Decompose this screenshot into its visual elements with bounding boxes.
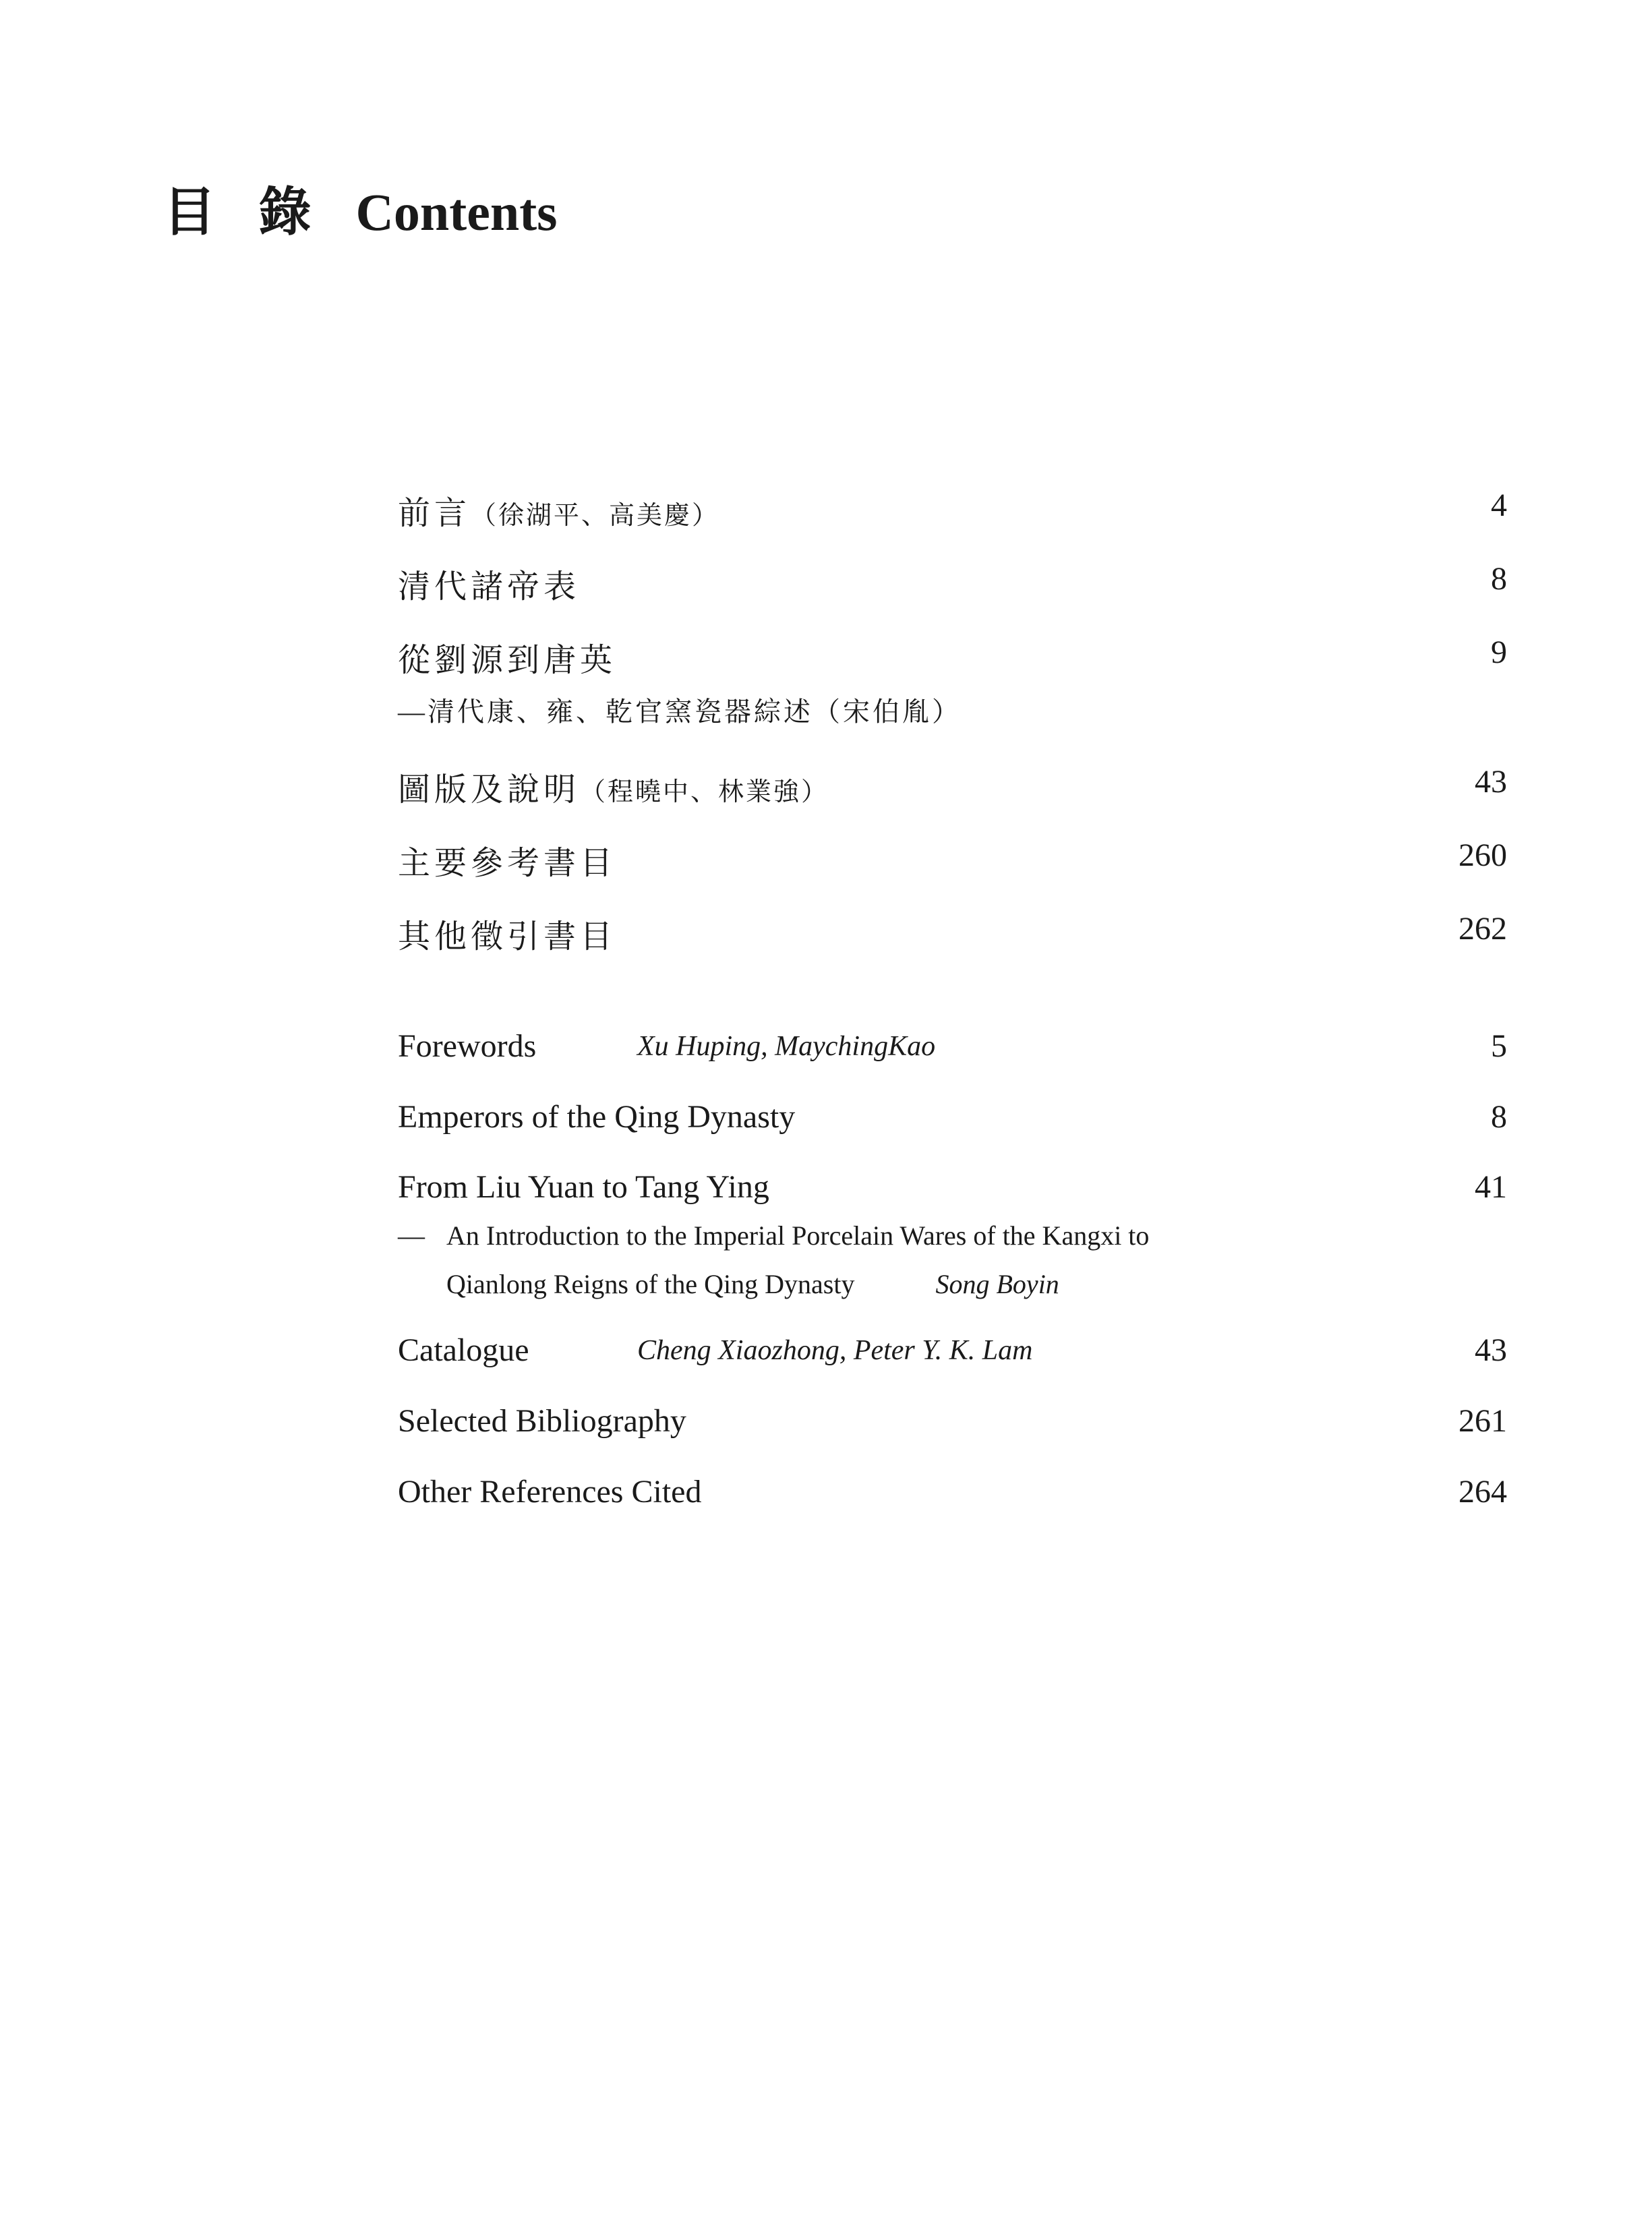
page-heading [163,183,558,241]
toc-entry [398,837,1507,881]
entry-title: 從劉源到唐英 [398,643,617,678]
entry-author: Cheng Xiaozhong, Peter Y. K. Lam [637,1335,1033,1366]
toc-entry [398,763,1507,808]
subtitle-line-2: Qianlong Reigns of the Qing Dynasty [446,1269,855,1299]
entry-subtitle [398,1220,1149,1251]
toc-entry [398,487,1507,531]
entry-page-number: 261 [1458,1403,1507,1439]
entry-subtitle-continued [446,1268,1059,1300]
entry-title: Catalogue [398,1332,529,1368]
entry-author: （徐湖平、高美慶） [471,502,720,530]
subtitle-dash: — [398,1220,425,1251]
toc-entry [398,560,1507,605]
entry-title: Emperors of the Qing Dynasty [398,1099,796,1135]
entry-page-number: 5 [1491,1028,1507,1064]
entry-title: Forewords [398,1028,537,1064]
entry-page-number: 264 [1458,1474,1507,1510]
entry-author: Xu Huping, MaychingKao [637,1031,936,1062]
entry-title: 其他徵引書目 [398,919,617,955]
heading-cjk: 目 錄 [163,183,326,241]
toc-entry [398,1098,1507,1139]
entry-page-number: 8 [1491,561,1507,597]
subtitle-line-1: An Introduction to the Imperial Porcelain Wares of the Kangxi to [446,1220,1150,1251]
entry-page-number: 8 [1491,1099,1507,1135]
toc-entry [398,910,1507,955]
entry-page-number: 43 [1475,764,1507,800]
entry-title: From Liu Yuan to Tang Ying [398,1169,769,1205]
toc-entry [398,1168,1507,1303]
entry-title: Selected Bibliography [398,1403,686,1439]
toc-entry [398,1028,1507,1068]
entry-subtitle: —清代康、雍、乾官窯瓷器綜述（宋伯胤） [398,696,962,727]
toc-entry [398,1332,1507,1372]
toc-entry [398,1402,1507,1443]
heading-en: Contents [355,183,558,241]
entry-title: 清代諸帝表 [398,569,581,605]
entry-page-number: 262 [1458,911,1507,947]
entry-page-number: 4 [1491,487,1507,523]
toc-entry [398,634,1507,728]
entry-page-number: 43 [1475,1332,1507,1368]
entry-page-number: 9 [1491,634,1507,670]
entry-title: 圖版及說明 [398,772,581,808]
entry-title: 主要參考書目 [398,846,617,881]
entry-author: （程曉中、林業強） [580,778,829,806]
entry-page-number: 260 [1458,837,1507,873]
entry-author: Song Boyin [935,1269,1059,1299]
entry-title: 前言 [398,496,471,531]
entry-page-number: 41 [1475,1169,1507,1205]
toc-entry [398,1473,1507,1514]
entry-title: Other References Cited [398,1474,702,1510]
